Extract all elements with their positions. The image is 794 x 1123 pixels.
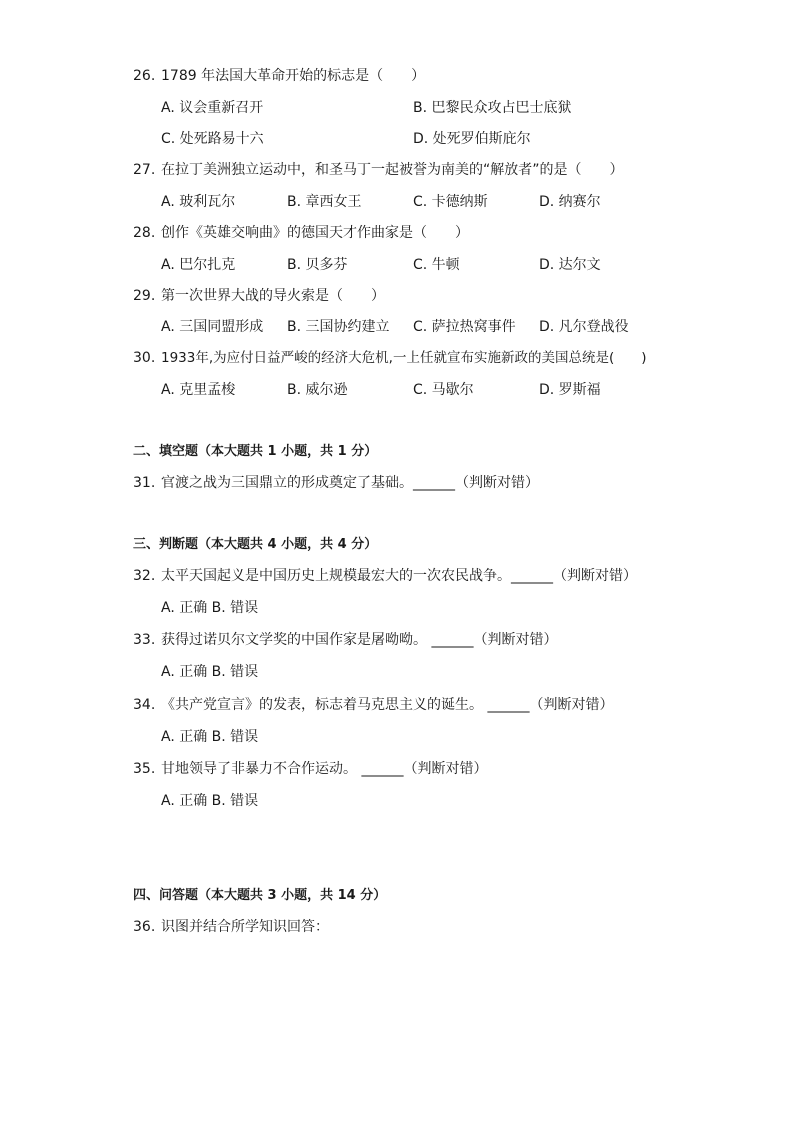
question-27-option-a: A. 玻利瓦尔	[161, 194, 236, 210]
question-30-option-a: A. 克里孟梭	[161, 382, 236, 398]
question-30-text: 1933年,为应付日益严峻的经济大危机,一上任就宣布实施新政的美国总统是( )	[161, 350, 647, 366]
question-27-option-c: C. 卡德纳斯	[413, 194, 488, 210]
question-33-number: 33.	[133, 632, 156, 648]
question-30-option-c: C. 马歇尔	[413, 382, 474, 398]
question-36-text: 识图并结合所学知识回答：	[161, 919, 329, 935]
question-27-option-d: D. 纳赛尔	[539, 194, 601, 210]
question-26-option-a: A. 议会重新召开	[161, 100, 264, 116]
question-33-options: A. 正确 B. 错误	[161, 664, 259, 680]
section-4-heading: 四、问答题（本大题共 3 小题，共 14 分）	[133, 888, 387, 903]
question-29-option-c: C. 萨拉热窝事件	[413, 319, 516, 335]
question-35-text: 甘地领导了非暴力不合作运动。 ______（判断对错）	[161, 761, 488, 777]
section-2-heading: 二、填空题（本大题共 1 小题，共 1 分）	[133, 444, 378, 459]
question-29-text: 第一次世界大战的导火索是（ ）	[161, 288, 385, 304]
question-27-option-b: B. 章西女王	[287, 194, 362, 210]
question-28-option-a: A. 巴尔扎克	[161, 257, 236, 273]
question-26-number: 26.	[133, 68, 156, 84]
question-34-text: 《共产党宣言》的发表，标志着马克思主义的诞生。 ______（判断对错）	[161, 697, 614, 713]
question-32-text: 太平天国起义是中国历史上规模最宏大的一次农民战争。______（判断对错）	[161, 568, 637, 584]
question-30-option-d: D. 罗斯福	[539, 382, 601, 398]
question-27-number: 27.	[133, 162, 156, 178]
question-34-options: A. 正确 B. 错误	[161, 729, 259, 745]
question-32-options: A. 正确 B. 错误	[161, 600, 259, 616]
question-29-number: 29.	[133, 288, 156, 304]
question-33-text: 获得过诺贝尔文学奖的中国作家是屠呦呦。 ______（判断对错）	[161, 632, 558, 648]
question-35-number: 35.	[133, 761, 156, 777]
question-36-number: 36.	[133, 919, 156, 935]
question-28-option-b: B. 贝多芬	[287, 257, 348, 273]
question-27-text: 在拉丁美洲独立运动中，和圣马丁一起被誉为南美的“解放者”的是（ ）	[161, 162, 624, 178]
question-35-options: A. 正确 B. 错误	[161, 793, 259, 809]
question-29-option-b: B. 三国协约建立	[287, 319, 390, 335]
question-30-option-b: B. 威尔逊	[287, 382, 348, 398]
question-26-option-d: D. 处死罗伯斯庇尔	[413, 131, 531, 147]
question-26-option-c: C. 处死路易十六	[161, 131, 264, 147]
question-29-option-d: D. 凡尔登战役	[539, 319, 629, 335]
question-34-number: 34.	[133, 697, 156, 713]
question-28-number: 28.	[133, 225, 156, 241]
question-28-text: 创作《英雄交响曲》的德国天才作曲家是（ ）	[161, 225, 469, 241]
question-26-option-b: B. 巴黎民众攻占巴士底狱	[413, 100, 572, 116]
question-32-number: 32.	[133, 568, 156, 584]
question-30-number: 30.	[133, 350, 156, 366]
question-28-option-c: C. 牛顿	[413, 257, 460, 273]
question-31-number: 31.	[133, 475, 156, 491]
question-31-text: 官渡之战为三国鼎立的形成奠定了基础。______（判断对错）	[161, 475, 539, 491]
question-26-text: 1789 年法国大革命开始的标志是（ ）	[161, 68, 426, 84]
question-28-option-d: D. 达尔文	[539, 257, 601, 273]
question-29-option-a: A. 三国同盟形成	[161, 319, 264, 335]
section-3-heading: 三、判断题（本大题共 4 小题，共 4 分）	[133, 537, 378, 552]
